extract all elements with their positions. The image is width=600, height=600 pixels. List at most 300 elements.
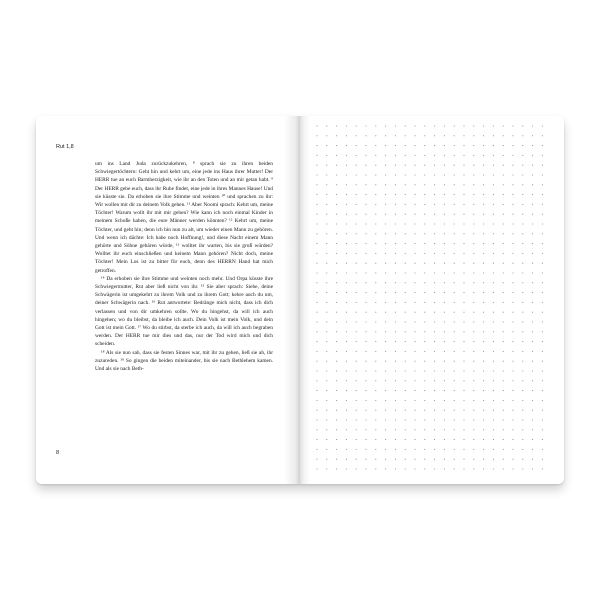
grid-dot (473, 341, 474, 342)
grid-dot (483, 459, 484, 460)
grid-dot (336, 370, 337, 371)
grid-dot (454, 321, 455, 322)
grid-dot (316, 370, 317, 371)
grid-dot (522, 214, 523, 215)
grid-dot (365, 194, 366, 195)
grid-dot (356, 351, 357, 352)
grid-dot (493, 429, 494, 430)
grid-dot (512, 155, 513, 156)
grid-dot (385, 459, 386, 460)
grid-dot (454, 292, 455, 293)
grid-dot (434, 312, 435, 313)
grid-dot (542, 302, 543, 303)
grid-dot (356, 194, 357, 195)
bible-text (95, 160, 273, 373)
grid-dot (463, 321, 464, 322)
grid-dot (512, 351, 513, 352)
grid-dot (483, 380, 484, 381)
grid-dot (512, 331, 513, 332)
grid-dot (532, 341, 533, 342)
grid-dot (356, 468, 357, 469)
grid-dot (473, 204, 474, 205)
grid-dot (493, 302, 494, 303)
grid-dot (454, 410, 455, 411)
grid-dot (326, 194, 327, 195)
grid-dot (405, 223, 406, 224)
grid-dot (493, 145, 494, 146)
grid-dot (395, 410, 396, 411)
grid-dot (454, 223, 455, 224)
grid-dot (483, 390, 484, 391)
grid-dot (493, 155, 494, 156)
grid-dot (473, 468, 474, 469)
grid-dot (424, 174, 425, 175)
grid-dot (375, 341, 376, 342)
grid-dot (405, 351, 406, 352)
grid-dot (542, 184, 543, 185)
grid-dot (463, 380, 464, 381)
grid-dot (365, 459, 366, 460)
grid-dot (365, 361, 366, 362)
grid-dot (395, 204, 396, 205)
grid-dot (414, 351, 415, 352)
grid-dot (434, 214, 435, 215)
grid-dot (346, 439, 347, 440)
grid-dot (434, 449, 435, 450)
grid-dot (532, 459, 533, 460)
grid-dot (512, 145, 513, 146)
grid-dot (365, 449, 366, 450)
grid-dot (503, 321, 504, 322)
grid-dot (434, 429, 435, 430)
grid-dot (346, 243, 347, 244)
grid-dot (463, 145, 464, 146)
grid-dot (356, 380, 357, 381)
grid-dot (414, 282, 415, 283)
grid-dot (542, 370, 543, 371)
grid-dot (522, 449, 523, 450)
grid-dot (405, 155, 406, 156)
grid-dot (532, 243, 533, 244)
grid-dot (522, 419, 523, 420)
grid-dot (346, 145, 347, 146)
grid-dot (483, 468, 484, 469)
grid-dot (326, 449, 327, 450)
grid-dot (424, 253, 425, 254)
grid-dot (542, 312, 543, 313)
grid-dot (316, 145, 317, 146)
grid-dot (463, 468, 464, 469)
grid-dot (375, 292, 376, 293)
grid-dot (316, 312, 317, 313)
grid-dot (454, 165, 455, 166)
grid-dot (493, 361, 494, 362)
grid-dot (444, 410, 445, 411)
grid-dot (336, 312, 337, 313)
grid-dot (483, 194, 484, 195)
grid-dot (405, 184, 406, 185)
grid-dot (483, 174, 484, 175)
grid-dot (463, 135, 464, 136)
grid-dot (512, 361, 513, 362)
grid-dot (463, 282, 464, 283)
grid-dot (414, 410, 415, 411)
grid-dot (483, 429, 484, 430)
grid-dot (532, 135, 533, 136)
grid-dot (424, 410, 425, 411)
grid-dot (326, 253, 327, 254)
grid-dot (395, 135, 396, 136)
grid-dot (375, 223, 376, 224)
grid-dot (493, 233, 494, 234)
grid-dot (326, 400, 327, 401)
grid-dot (542, 351, 543, 352)
grid-dot (395, 449, 396, 450)
grid-dot (434, 292, 435, 293)
grid-dot (385, 135, 386, 136)
grid-dot (346, 165, 347, 166)
grid-dot (316, 282, 317, 283)
grid-dot (454, 331, 455, 332)
grid-dot (375, 321, 376, 322)
grid-dot (385, 361, 386, 362)
grid-dot (414, 194, 415, 195)
grid-dot (483, 135, 484, 136)
grid-dot (454, 125, 455, 126)
grid-dot (493, 223, 494, 224)
grid-dot (542, 165, 543, 166)
grid-dot (365, 204, 366, 205)
grid-dot (316, 302, 317, 303)
grid-dot (512, 429, 513, 430)
grid-dot (346, 233, 347, 234)
grid-dot (405, 459, 406, 460)
grid-dot (454, 312, 455, 313)
grid-dot (454, 194, 455, 195)
grid-dot (493, 243, 494, 244)
grid-dot (405, 321, 406, 322)
grid-dot (385, 233, 386, 234)
grid-dot (463, 400, 464, 401)
grid-dot (483, 184, 484, 185)
grid-dot (542, 400, 543, 401)
grid-dot (522, 390, 523, 391)
grid-dot (336, 321, 337, 322)
grid-dot (414, 223, 415, 224)
grid-dot (473, 380, 474, 381)
grid-dot (375, 370, 376, 371)
grid-dot (444, 312, 445, 313)
grid-dot (434, 370, 435, 371)
grid-dot (385, 253, 386, 254)
grid-dot (512, 174, 513, 175)
grid-dot (454, 468, 455, 469)
grid-dot (395, 302, 396, 303)
grid-dot (444, 184, 445, 185)
grid-dot (356, 390, 357, 391)
grid-dot (463, 410, 464, 411)
grid-dot (346, 194, 347, 195)
grid-dot (356, 125, 357, 126)
grid-dot (434, 272, 435, 273)
grid-dot (385, 204, 386, 205)
grid-dot (405, 419, 406, 420)
grid-dot (483, 282, 484, 283)
grid-dot (375, 459, 376, 460)
grid-dot (356, 165, 357, 166)
grid-dot (405, 449, 406, 450)
grid-dot (424, 439, 425, 440)
grid-dot (414, 145, 415, 146)
grid-dot (463, 125, 464, 126)
grid-dot (405, 253, 406, 254)
grid-dot (532, 439, 533, 440)
grid-dot (512, 292, 513, 293)
grid-dot (365, 468, 366, 469)
grid-dot (542, 449, 543, 450)
grid-dot (375, 233, 376, 234)
grid-dot (512, 194, 513, 195)
grid-dot (483, 125, 484, 126)
grid-dot (463, 165, 464, 166)
grid-dot (463, 312, 464, 313)
grid-dot (375, 361, 376, 362)
grid-dot (346, 468, 347, 469)
grid-dot (316, 194, 317, 195)
grid-dot (532, 449, 533, 450)
grid-dot (522, 351, 523, 352)
grid-dot (414, 302, 415, 303)
grid-dot (503, 233, 504, 234)
grid-dot (336, 380, 337, 381)
grid-dot (522, 282, 523, 283)
grid-dot (454, 243, 455, 244)
grid-dot (385, 341, 386, 342)
grid-dot (434, 125, 435, 126)
grid-dot (356, 292, 357, 293)
grid-dot (375, 214, 376, 215)
grid-dot (444, 272, 445, 273)
grid-dot (326, 125, 327, 126)
grid-dot (463, 243, 464, 244)
grid-dot (365, 125, 366, 126)
grid-dot (522, 302, 523, 303)
grid-dot (316, 243, 317, 244)
grid-dot (493, 194, 494, 195)
grid-dot (503, 429, 504, 430)
grid-dot (336, 243, 337, 244)
grid-dot (473, 390, 474, 391)
grid-dot (336, 223, 337, 224)
grid-dot (346, 380, 347, 381)
grid-dot (346, 351, 347, 352)
grid-dot (542, 419, 543, 420)
grid-dot (503, 204, 504, 205)
grid-dot (405, 429, 406, 430)
grid-dot (316, 429, 317, 430)
grid-dot (326, 312, 327, 313)
grid-dot (385, 331, 386, 332)
grid-dot (463, 263, 464, 264)
grid-dot (395, 292, 396, 293)
grid-dot (326, 321, 327, 322)
grid-dot (414, 370, 415, 371)
grid-dot (326, 429, 327, 430)
grid-dot (385, 302, 386, 303)
grid-dot (356, 204, 357, 205)
grid-dot (542, 292, 543, 293)
grid-dot (473, 400, 474, 401)
grid-dot (483, 263, 484, 264)
grid-dot (424, 125, 425, 126)
grid-dot (424, 419, 425, 420)
grid-dot (346, 400, 347, 401)
grid-dot (483, 400, 484, 401)
grid-dot (444, 380, 445, 381)
grid-dot (395, 174, 396, 175)
grid-dot (346, 204, 347, 205)
grid-dot (493, 165, 494, 166)
grid-dot (532, 253, 533, 254)
grid-dot (365, 400, 366, 401)
grid-dot (444, 351, 445, 352)
grid-dot (503, 351, 504, 352)
grid-dot (414, 459, 415, 460)
grid-dot (375, 351, 376, 352)
grid-dot (512, 302, 513, 303)
grid-dot (493, 272, 494, 273)
grid-dot (395, 439, 396, 440)
grid-dot (532, 125, 533, 126)
grid-dot (405, 233, 406, 234)
running-head: Rut 1,8 (56, 144, 74, 150)
grid-dot (434, 194, 435, 195)
grid-dot (512, 272, 513, 273)
grid-dot (405, 174, 406, 175)
grid-dot (454, 184, 455, 185)
grid-dot (336, 400, 337, 401)
grid-dot (532, 263, 533, 264)
grid-dot (493, 439, 494, 440)
grid-dot (434, 174, 435, 175)
grid-dot (532, 272, 533, 273)
grid-dot (473, 282, 474, 283)
grid-dot (434, 459, 435, 460)
grid-dot (473, 233, 474, 234)
grid-dot (395, 312, 396, 313)
grid-dot (512, 282, 513, 283)
grid-dot (493, 174, 494, 175)
grid-dot (444, 400, 445, 401)
grid-dot (424, 380, 425, 381)
grid-dot (473, 174, 474, 175)
grid-dot (375, 263, 376, 264)
grid-dot (483, 449, 484, 450)
grid-dot (483, 292, 484, 293)
grid-dot (483, 351, 484, 352)
grid-dot (463, 449, 464, 450)
grid-dot (346, 429, 347, 430)
grid-dot (326, 380, 327, 381)
grid-dot (356, 400, 357, 401)
grid-dot (503, 165, 504, 166)
grid-dot (454, 400, 455, 401)
grid-dot (503, 243, 504, 244)
grid-dot (365, 312, 366, 313)
grid-dot (414, 204, 415, 205)
grid-dot (385, 321, 386, 322)
grid-dot (473, 321, 474, 322)
grid-dot (522, 312, 523, 313)
grid-dot (473, 302, 474, 303)
grid-dot (503, 439, 504, 440)
grid-dot (473, 263, 474, 264)
grid-dot (424, 370, 425, 371)
grid-dot (356, 253, 357, 254)
grid-dot (424, 302, 425, 303)
grid-dot (316, 459, 317, 460)
grid-dot (463, 351, 464, 352)
grid-dot (326, 282, 327, 283)
grid-dot (414, 135, 415, 136)
grid-dot (326, 361, 327, 362)
grid-dot (454, 272, 455, 273)
grid-dot (454, 204, 455, 205)
grid-dot (385, 429, 386, 430)
grid-dot (444, 439, 445, 440)
grid-dot (326, 155, 327, 156)
grid-dot (405, 282, 406, 283)
grid-dot (434, 253, 435, 254)
grid-dot (522, 223, 523, 224)
grid-dot (444, 302, 445, 303)
grid-dot (365, 272, 366, 273)
grid-dot (522, 341, 523, 342)
grid-dot (365, 135, 366, 136)
grid-dot (424, 243, 425, 244)
grid-dot (512, 468, 513, 469)
paragraph: ¹⁴ Da erhoben sie ihre Stimme und weinten noch mehr. Und Orpa küsste ihre Schwiegermutter, Rut aber ließ nicht von ihr. ¹⁵ Sie aber sprach: Siehe, deine Schwägerin ist umgekehrt zu ihrem Volk und zu ihrem Gott; kehre auch du um, deiner Schwägerin nach. ¹⁶ Rut antwortete: Bedränge mich nicht, dass ich dich verlassen und von dir umkehren sollte. Wo du hingehst, da will ich auch hingehen; wo du bleibst, da bleibe ich auch. Dein Volk ist mein Volk, und dein Gott ist mein Gott. ¹⁷ Wo du stirbst, da sterbe ich auch, da will ich auch begraben werden. Der HERR tue mir dies und das, nur der Tod wird mich und dich scheiden. (95, 275, 273, 348)
grid-dot (503, 272, 504, 273)
grid-dot (316, 410, 317, 411)
grid-dot (424, 351, 425, 352)
grid-dot (522, 400, 523, 401)
grid-dot (424, 341, 425, 342)
grid-dot (532, 204, 533, 205)
grid-dot (434, 361, 435, 362)
grid-dot (385, 419, 386, 420)
grid-dot (316, 400, 317, 401)
grid-dot (365, 243, 366, 244)
grid-dot (385, 214, 386, 215)
grid-dot (532, 390, 533, 391)
grid-dot (503, 459, 504, 460)
grid-dot (532, 145, 533, 146)
grid-dot (483, 341, 484, 342)
grid-dot (503, 292, 504, 293)
grid-dot (395, 263, 396, 264)
grid-dot (316, 390, 317, 391)
grid-dot (414, 419, 415, 420)
grid-dot (424, 282, 425, 283)
grid-dot (463, 272, 464, 273)
grid-dot (532, 233, 533, 234)
grid-dot (326, 439, 327, 440)
grid-dot (522, 410, 523, 411)
grid-dot (542, 155, 543, 156)
grid-dot (512, 223, 513, 224)
grid-dot (316, 174, 317, 175)
